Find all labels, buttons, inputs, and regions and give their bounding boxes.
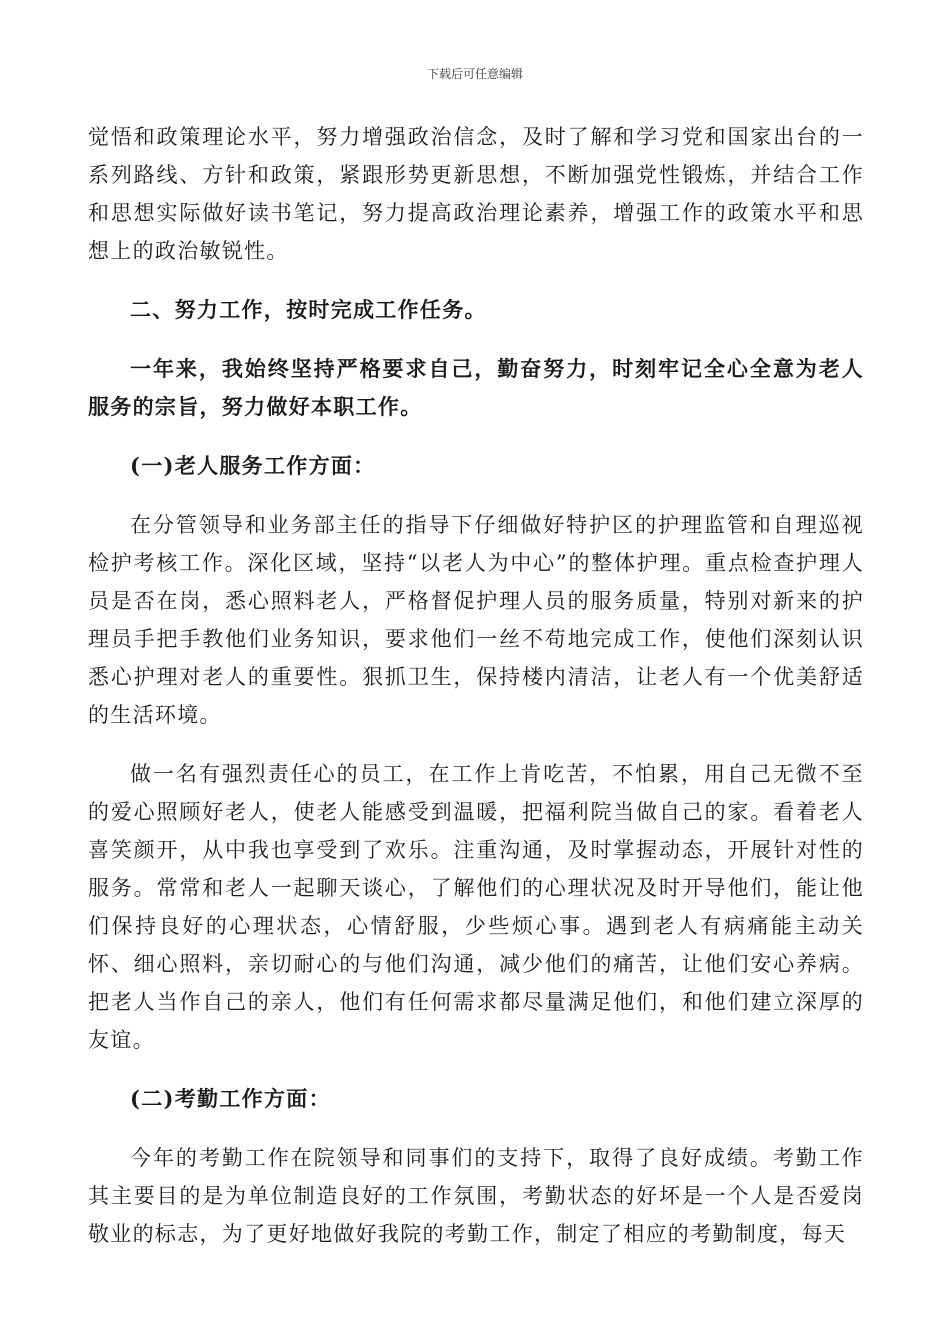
paragraph-political-study: 觉悟和政策理论水平，努力增强政治信念，及时了解和学习党和国家出台的一系列路线、方针和政策，紧跟形势更新思想，不断加强党性锻炼，并结合工作和思想实际做好读书笔记，努力提高政治理论素养，增强工作的政策水平和思想上的政治敏锐性。 (88, 125, 864, 263)
subsection-heading-elderly-service: (一)老人服务工作方面： (130, 453, 376, 478)
paragraph-attendance-work: 今年的考勤工作在院领导和同事们的支持下，取得了良好成绩。考勤工作其主要目的是为单位制造良好的工作氛围，考勤状态的好坏是一个人是否爱岗敬业的标志，为了更好地做好我院的考勤工作，制定了相应的考勤制度，每天 (88, 1146, 864, 1246)
paragraph-year-summary: 一年来，我始终坚持严格要求自己，勤奋努力，时刻牢记全心全意为老人服务的宗旨，努力做好本职工作。 (88, 356, 864, 419)
subsection-heading-attendance: (二)考勤工作方面： (130, 1086, 331, 1111)
paragraph-caring-elderly: 做一名有强烈责任心的员工，在工作上肯吃苦，不怕累，用自己无微不至的爱心照顾好老人，使老人能感受到温暖，把福利院当做自己的家。看着老人喜笑颜开，从中我也享受到了欢乐。注重沟通，及时掌握动态，开展针对性的服务。常常和老人一起聊天谈心，了解他们的心理状况及时开导他们，能让他们保持良好的心理状态，心情舒服，少些烦心事。遇到老人有病痛能主动关怀、细心照料，亲切耐心的与他们沟通，减少他们的痛苦，让他们安心养病。把老人当作自己的亲人，他们有任何需求都尽量满足他们，和他们建立深厚的友谊。 (88, 762, 864, 1052)
page-header: 下载后可任意编辑 (426, 67, 523, 81)
paragraph-nursing-supervision: 在分管领导和业务部主任的指导下仔细做好特护区的护理监管和自理巡视检护考核工作。深化区域，坚持“以老人为中心”的整体护理。重点检查护理人员是否在岗，悉心照料老人，严格督促护理人员的服务质量，特别对新来的护理员手把手教他们业务知识，要求他们一丝不苟地完成工作，使他们深刻认识悉心护理对老人的重要性。狠抓卫生，保持楼内清洁，让老人有一个优美舒适的生活环境。 (88, 513, 864, 727)
document-body (88, 118, 864, 1253)
section-heading-work-tasks: 二、努力工作，按时完成工作任务。 (130, 297, 487, 322)
